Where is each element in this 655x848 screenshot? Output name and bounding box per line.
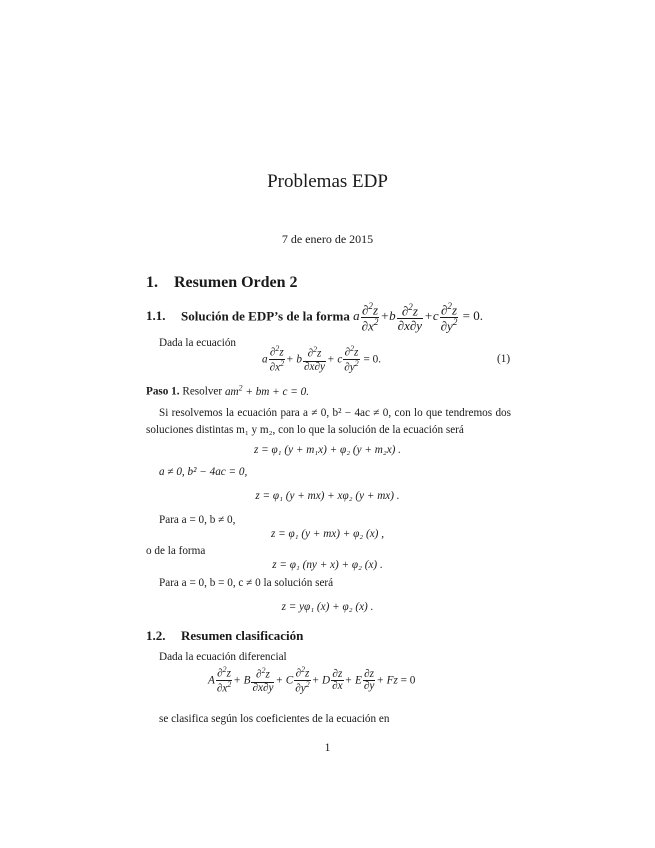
document-date: 7 de enero de 2015 [281,232,374,246]
condition-2: a ≠ 0, b² − 4ac = 0, [159,466,248,478]
subsection-number: 1.2. [146,628,166,643]
solution-equation-4: z = φ₁ (ny + x) + φ₂ (x) . [272,559,383,571]
condition-3: Para a = 0, b ≠ 0, [159,514,236,526]
document-title: Problemas EDP [267,171,388,192]
heading-equation: a $\frac{\partial^2z}{\partial x^2}$ +b $\frac{\partial^2z}{\partial x\partial y}$ +c $\frac{\partial^2z}{\partial y^2}$ = 0. [353,301,483,334]
solution-equation-5: z = yφ₁ (x) + φ₂ (x) . [281,601,374,613]
solution-equation-3: z = φ₁ (y + mx) + φ₂ (x) , [270,528,384,540]
solution-equation-2: z = φ₁ (y + mx) + xφ₂ (y + mx) . [255,490,400,502]
equation-1: a $\frac{\partial^2z}{\partial x^2}$ + b $\frac{\partial^2z}{\partial x\partial y}$ + c $\frac{\partial^2z}{\partial y^2}$ = 0. [262,344,381,375]
page-number: 1 [324,742,331,754]
subsection-title: Solución de EDP’s de la forma [181,308,350,324]
condition-4: Para a = 0, b = 0, c ≠ 0 la solución será [159,577,334,589]
section-heading [146,274,298,292]
solution-equation-1: z = φ₁ (y + m₁x) + φ₂ (y + m₂x) . [254,444,401,456]
section-title: Resumen Orden 2 [174,274,298,291]
step-1: Paso 1. Resolver $am^2$ + bm + c = 0. [146,383,310,398]
section-number: 1. [146,274,158,291]
alternative-form-text: o de la forma [146,545,206,557]
intro-text-2: Dada la ecuación diferencial [159,651,287,663]
step-label: Paso 1. [146,385,180,398]
subsection-title: Resumen clasificación [181,628,304,643]
intro-text: Dada la ecuación [159,337,237,349]
subsection-heading-2 [146,628,303,644]
subsection-number: 1.1. [146,308,166,324]
step-text: Resolver [182,385,223,398]
subsection-heading-1 [146,302,483,333]
paragraph-1: Si resolvemos la ecuación para a ≠ 0, b² − 4ac ≠ 0, con lo que tendremos dos soluciones distintas m₁ y m₂, con lo que la solución de la ecuación será [146,407,511,436]
equation-number: (1) [497,353,511,365]
outro-text: se clasifica según los coeficientes de la ecuación en [159,713,390,725]
classification-equation: A $\frac{\partial^2z}{\partial x^2}$ + B $\frac{\partial^2z}{\partial x\partial y}$ + C $\frac{\partial^2z}{\partial y^2}$ + D $\frac{\partial z}{\partial x}$ + E $\frac{\partial z}{\partial y}$ + Fz = 0 [208,665,416,696]
